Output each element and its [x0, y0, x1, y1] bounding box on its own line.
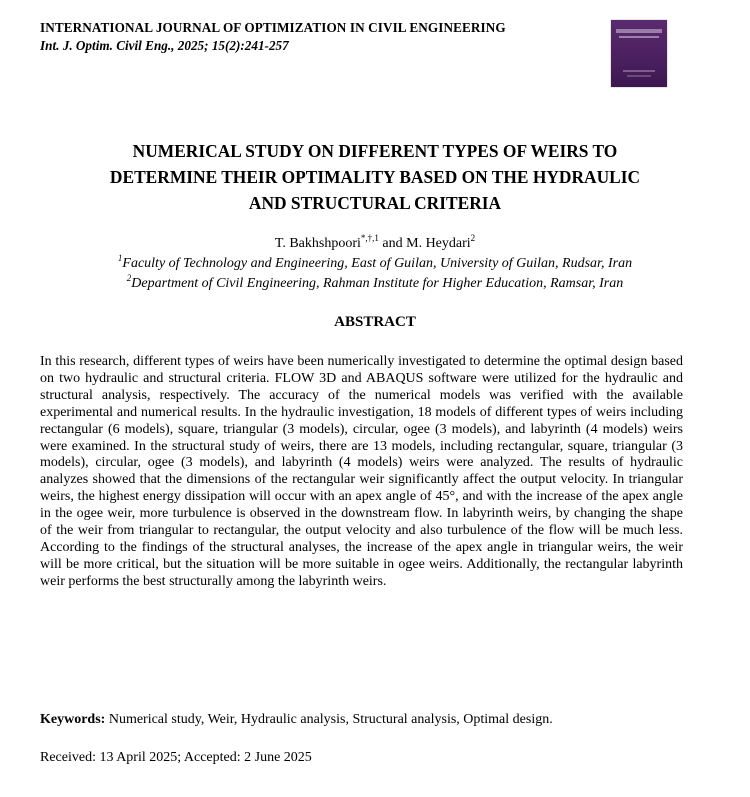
journal-cover-thumbnail [611, 20, 667, 87]
author-marks: *,†,1 [360, 233, 379, 243]
affiliation-mark: 2 [126, 273, 132, 283]
keywords-text: Numerical study, Weir, Hydraulic analysis, Structural analysis, Optimal design. [105, 712, 553, 727]
title-line: NUMERICAL STUDY ON DIFFERENT TYPES OF WEIRS TO [132, 141, 618, 161]
affiliation-mark: 1 [117, 253, 123, 263]
author-marks: 2 [470, 233, 476, 243]
affiliation-text: Department of Civil Engineering, Rahman Institute for Higher Education, Ramsar, Iran [131, 276, 624, 291]
author-name: T. Bakhshpoori [274, 236, 361, 251]
title-line: DETERMINE THEIR OPTIMALITY BASED ON THE HYDRAULIC [109, 167, 641, 187]
journal-citation: Int. J. Optim. Civil Eng., 2025; 15(2):241-257 [40, 38, 289, 53]
affiliation-text: Faculty of Technology and Engineering, East of Guilan, University of Guilan, Rudsar, Iran [122, 256, 633, 271]
affiliation [0, 273, 750, 292]
abstract-heading: ABSTRACT [334, 314, 416, 330]
author-separator: and [378, 236, 407, 251]
author-list [0, 233, 750, 252]
journal-header [40, 20, 506, 54]
abstract-text: In this research, different types of weirs have been numerically investigated to determine the optimal design based on two hydraulic and structural criteria. FLOW 3D and ABAQUS software were utilized for the hydraulic and structural analysis, respectively. The accuracy of the numerical models was verified with the available experimental and numerical results. In the hydraulic investigation, 18 models of different types of weirs including rectangular (6 models), square, triangular (3 models), circular, ogee (3 models), and labyrinth (4 models) weirs were examined. In the structural study of weirs, there are 13 models, including rectangular, square, triangular (3 models), circular, ogee (3 models), and labyrinth (4 models) weirs were analyzed. The results of hydraulic analyzes showed that the dimensions of the rectangular weir significantly affect the output velocity. In triangular weirs, the highest energy dissipation will occur with an apex angle of 45°, and with the increase of the apex angle in the ogee weir, more turbulence is observed in the downstream flow. In labyrinth weirs, by changing the shape of the weir from triangular to rectangular, the output velocity and also turbulence of the flow will be much less. According to the findings of the structural analyses, the increase of the apex angle in triangular weirs, the weir will be more critical, but the situation will be more suitable in ogee weirs. Additionally, the rectangular labyrinth weir performs the best structurally among the labyrinth weirs. [40, 354, 683, 589]
journal-name: INTERNATIONAL JOURNAL OF OPTIMIZATION IN CIVIL ENGINEERING [40, 20, 506, 35]
keywords-label: Keywords: [40, 712, 106, 727]
affiliation [0, 253, 750, 272]
paper-title [30, 138, 720, 216]
received-accepted-dates: Received: 13 April 2025; Accepted: 2 June 2025 [40, 750, 312, 765]
author-name: M. Heydari [406, 236, 471, 251]
title-line: AND STRUCTURAL CRITERIA [248, 193, 502, 213]
keywords [40, 712, 553, 728]
